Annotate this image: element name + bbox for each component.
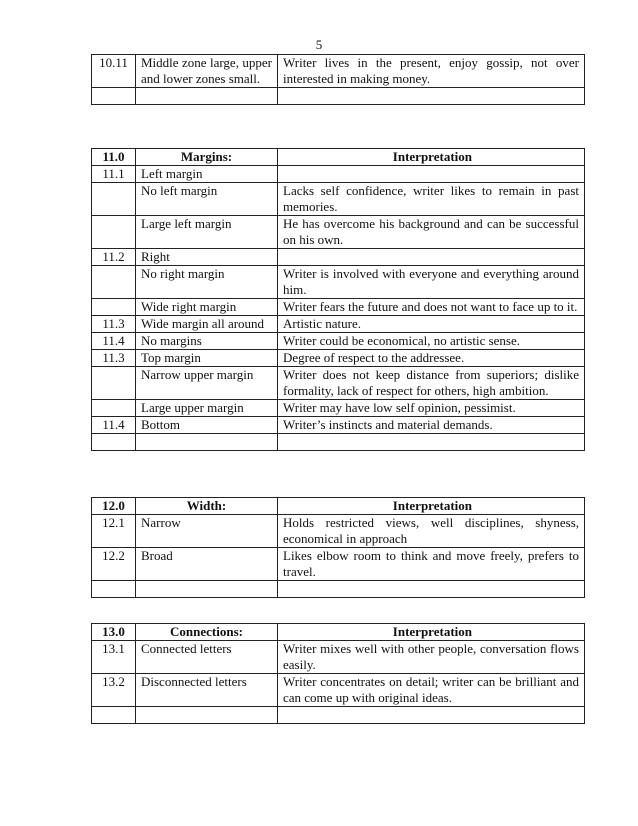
row-item: Narrow: [136, 515, 278, 548]
table-row: [92, 400, 585, 417]
header-item: Width:: [136, 498, 278, 515]
row-item: Middle zone large, upper and lower zones small.: [136, 55, 278, 88]
row-number: 12.2: [92, 548, 136, 581]
row-item: Left margin: [136, 166, 278, 183]
table-row: [92, 166, 585, 183]
row-interpretation: Writer’s instincts and material demands.: [278, 417, 585, 434]
table-header-row: [92, 624, 585, 641]
header-number: 11.0: [92, 149, 136, 166]
row-item: No right margin: [136, 266, 278, 299]
row-number: 11.1: [92, 166, 136, 183]
row-item: Wide margin all around: [136, 316, 278, 333]
row-interpretation: Artistic nature.: [278, 316, 585, 333]
row-item: No left margin: [136, 183, 278, 216]
row-number: 11.3: [92, 350, 136, 367]
row-interpretation: Writer may have low self opinion, pessimist.: [278, 400, 585, 417]
row-interpretation: Degree of respect to the addressee.: [278, 350, 585, 367]
table-row: [92, 515, 585, 548]
row-number: [92, 299, 136, 316]
row-number: [92, 183, 136, 216]
header-interpretation: Interpretation: [278, 498, 585, 515]
row-number: 13.2: [92, 674, 136, 707]
table-row: [92, 548, 585, 581]
row-item: Wide right margin: [136, 299, 278, 316]
row-item: Top margin: [136, 350, 278, 367]
header-interpretation: Interpretation: [278, 149, 585, 166]
header-number: 13.0: [92, 624, 136, 641]
row-number: 10.11: [92, 55, 136, 88]
row-interpretation: Writer fears the future and does not want to face up to it.: [278, 299, 585, 316]
table-row: [92, 674, 585, 707]
table-row: [92, 249, 585, 266]
empty-row: [92, 434, 585, 451]
row-item: Broad: [136, 548, 278, 581]
row-item: Right: [136, 249, 278, 266]
table-row: [92, 299, 585, 316]
header-item: Connections:: [136, 624, 278, 641]
row-item: Large upper margin: [136, 400, 278, 417]
table-zones-continued: [91, 54, 585, 105]
table-row: [92, 183, 585, 216]
table-header-row: [92, 149, 585, 166]
page-number: 5: [315, 37, 323, 52]
header-number: 12.0: [92, 498, 136, 515]
table-row: [92, 216, 585, 249]
row-item: Bottom: [136, 417, 278, 434]
row-item: Disconnected letters: [136, 674, 278, 707]
header-interpretation: Interpretation: [278, 624, 585, 641]
table-margins: [91, 148, 585, 451]
table-row: [92, 333, 585, 350]
table-row: [92, 417, 585, 434]
row-number: 13.1: [92, 641, 136, 674]
row-interpretation: He has overcome his background and can be successful on his own.: [278, 216, 585, 249]
row-interpretation: Writer lives in the present, enjoy gossip, not over interested in making money.: [278, 55, 585, 88]
row-item: No margins: [136, 333, 278, 350]
table-header-row: [92, 498, 585, 515]
row-number: 11.3: [92, 316, 136, 333]
row-item: Large left margin: [136, 216, 278, 249]
row-interpretation: [278, 249, 585, 266]
table-row: [92, 316, 585, 333]
row-item: Narrow upper margin: [136, 367, 278, 400]
row-interpretation: Writer is involved with everyone and everything around him.: [278, 266, 585, 299]
table-row: [92, 350, 585, 367]
row-interpretation: Holds restricted views, well disciplines, shyness, economical in approach: [278, 515, 585, 548]
row-interpretation: Writer concentrates on detail; writer can be brilliant and can come up with original ideas.: [278, 674, 585, 707]
row-number: 11.4: [92, 333, 136, 350]
row-number: [92, 400, 136, 417]
table-connections: [91, 623, 585, 724]
empty-row: [92, 88, 585, 105]
row-interpretation: Writer could be economical, no artistic sense.: [278, 333, 585, 350]
header-item: Margins:: [136, 149, 278, 166]
row-number: [92, 216, 136, 249]
table-row: [92, 266, 585, 299]
table-row: [92, 55, 585, 88]
row-number: [92, 266, 136, 299]
row-interpretation: Writer mixes well with other people, conversation flows easily.: [278, 641, 585, 674]
row-interpretation: Lacks self confidence, writer likes to remain in past memories.: [278, 183, 585, 216]
table-row: [92, 641, 585, 674]
row-number: [92, 367, 136, 400]
table-width: [91, 497, 585, 598]
row-number: 12.1: [92, 515, 136, 548]
row-interpretation: Writer does not keep distance from superiors; dislike formality, lack of respect for others, high ambition.: [278, 367, 585, 400]
row-interpretation: [278, 166, 585, 183]
empty-row: [92, 581, 585, 598]
row-interpretation: Likes elbow room to think and move freely, prefers to travel.: [278, 548, 585, 581]
empty-row: [92, 707, 585, 724]
row-number: 11.4: [92, 417, 136, 434]
table-row: [92, 367, 585, 400]
row-number: 11.2: [92, 249, 136, 266]
row-item: Connected letters: [136, 641, 278, 674]
